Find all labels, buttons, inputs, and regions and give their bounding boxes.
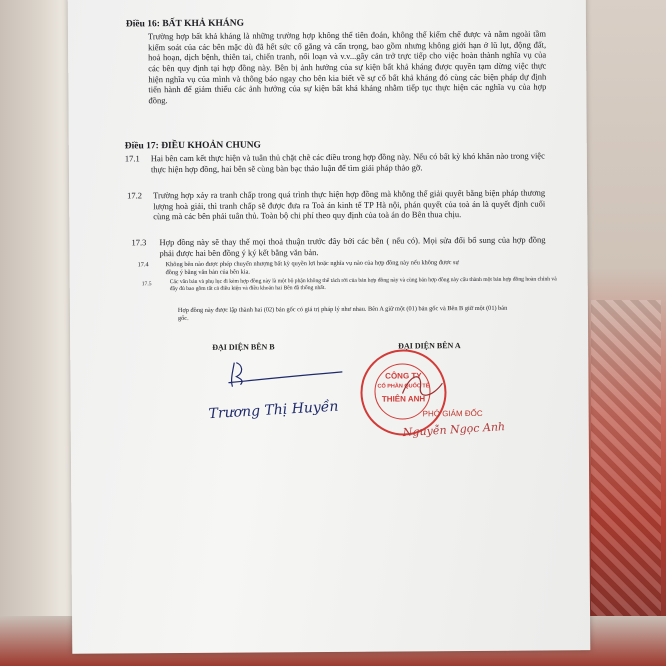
party-a-label: ĐẠI DIỆN BÊN A (398, 341, 461, 351)
clause-17-5-text: Các văn bản và phụ lục đi kèm hợp đồng này là một bộ phận không thể tách rời của bản hợp đồng này và cùng bản hợp đồng này cấu thành một bản hợp đồng hoàn chỉnh và đầy đủ bao gồm tất cả điều kiện và điều khoản hai Bên đã thống nhất. (169, 276, 557, 292)
clause-16-body: Trường hợp bất khả kháng là những trường hợp không thể tiên đoán, không thể kiểm chế được và nằm ngoài tầm kiểm soát của các bên mặc dù đã hết sức cố gắng và cẩn trọng, bao gồm nhưng không giới hạn ở lũ lụt, động đất, hoả hoạn, dịch bệnh, thiên tai, chiến tranh, nổi loạn và v.v...gây cản trở trực tiếp cho việc hoàn thành nghĩa vụ của các bên quy định tại hợp đồng này. Bên bị ảnh hưởng của sự kiện bất khả kháng được quyền tạm dừng việc thực hiện nghĩa vụ của mình và thông báo ngay cho bên kia biết về sự cố bất khả kháng đó cùng các biện pháp dự định tiến hành để giảm thiểu các ảnh hưởng của sự kiện bất khả kháng nhằm tiếp tục thực hiện các nghĩa vụ của hợp đồng. (147, 28, 547, 106)
party-a-title: PHÓ GIÁM ĐỐC (422, 408, 483, 419)
item-number: 17.5 (141, 281, 152, 288)
party-b-signature-name: Trương Thị Huyền (208, 398, 339, 423)
party-b-label: ĐẠI DIỆN BÊN B (212, 342, 275, 352)
item-number: 17.2 (127, 190, 143, 201)
clause-17-2-text: Trường hợp xảy ra tranh chấp trong quá trình thực hiện hợp đồng mà không thể giải quyết bằng biện pháp thương lượng hoà giải, thì tranh chấp sẽ được đưa ra Toà án kinh tế TP Hà nội, phán quyết của toà án là quyết định cuối cùng mà các bên phải tuân thủ. Toàn bộ chi phí theo quy định của toà án do Bên thua chịu. (153, 187, 546, 222)
company-seal: CÔNG TY CỔ PHẦN QUỐC TẾ THIÊN ANH (360, 349, 447, 436)
clause-17-1-text: Hai bên cam kết thực hiện và tuân thủ chặt chẽ các điều trong hợp đồng này. Nếu có bất kỳ khó khăn nào trong việc thực hiện hợp đồng, hai bên sẽ cùng bàn bạc thảo luận để tìm giải pháp thảo gỡ. (150, 150, 545, 174)
copies-note: Hợp đồng này được lập thành hai (02) bản gốc có giá trị pháp lý như nhau. Bên A giữ một (01) bản gốc và Bên B giữ một (01) bản gốc. (177, 304, 508, 322)
party-b-initial-signature (220, 354, 350, 395)
item-number: 17.4 (137, 261, 149, 269)
clause-17-title: Điều 17: ĐIỀU KHOẢN CHUNG (124, 140, 261, 152)
clause-17-4-text: Không bên nào được phép chuyển nhượng bất kỳ quyền lợi hoặc nghĩa vụ nào của hợp đồng này nếu không được sự đồng ý bằng văn bản của bên kia. (165, 259, 459, 276)
contract-page (68, 0, 591, 654)
clause-17-3-text: Hợp đồng này sẽ thay thế mọi thoả thuận trước đây bởi các bên ( nếu có). Mọi sửa đổi bổ sung của hợp đồng phải được hai bên đồng ý ký kết bằng văn bản. (159, 234, 546, 258)
fabric-pattern (591, 300, 661, 660)
party-a-name: Nguyễn Ngọc Anh (402, 420, 506, 440)
party-a-signature-stroke (392, 363, 452, 413)
clause-16-title: Điều 16: BẤT KHẢ KHÁNG (125, 18, 245, 30)
item-number: 17.1 (124, 153, 140, 164)
item-number: 17.3 (131, 237, 147, 248)
